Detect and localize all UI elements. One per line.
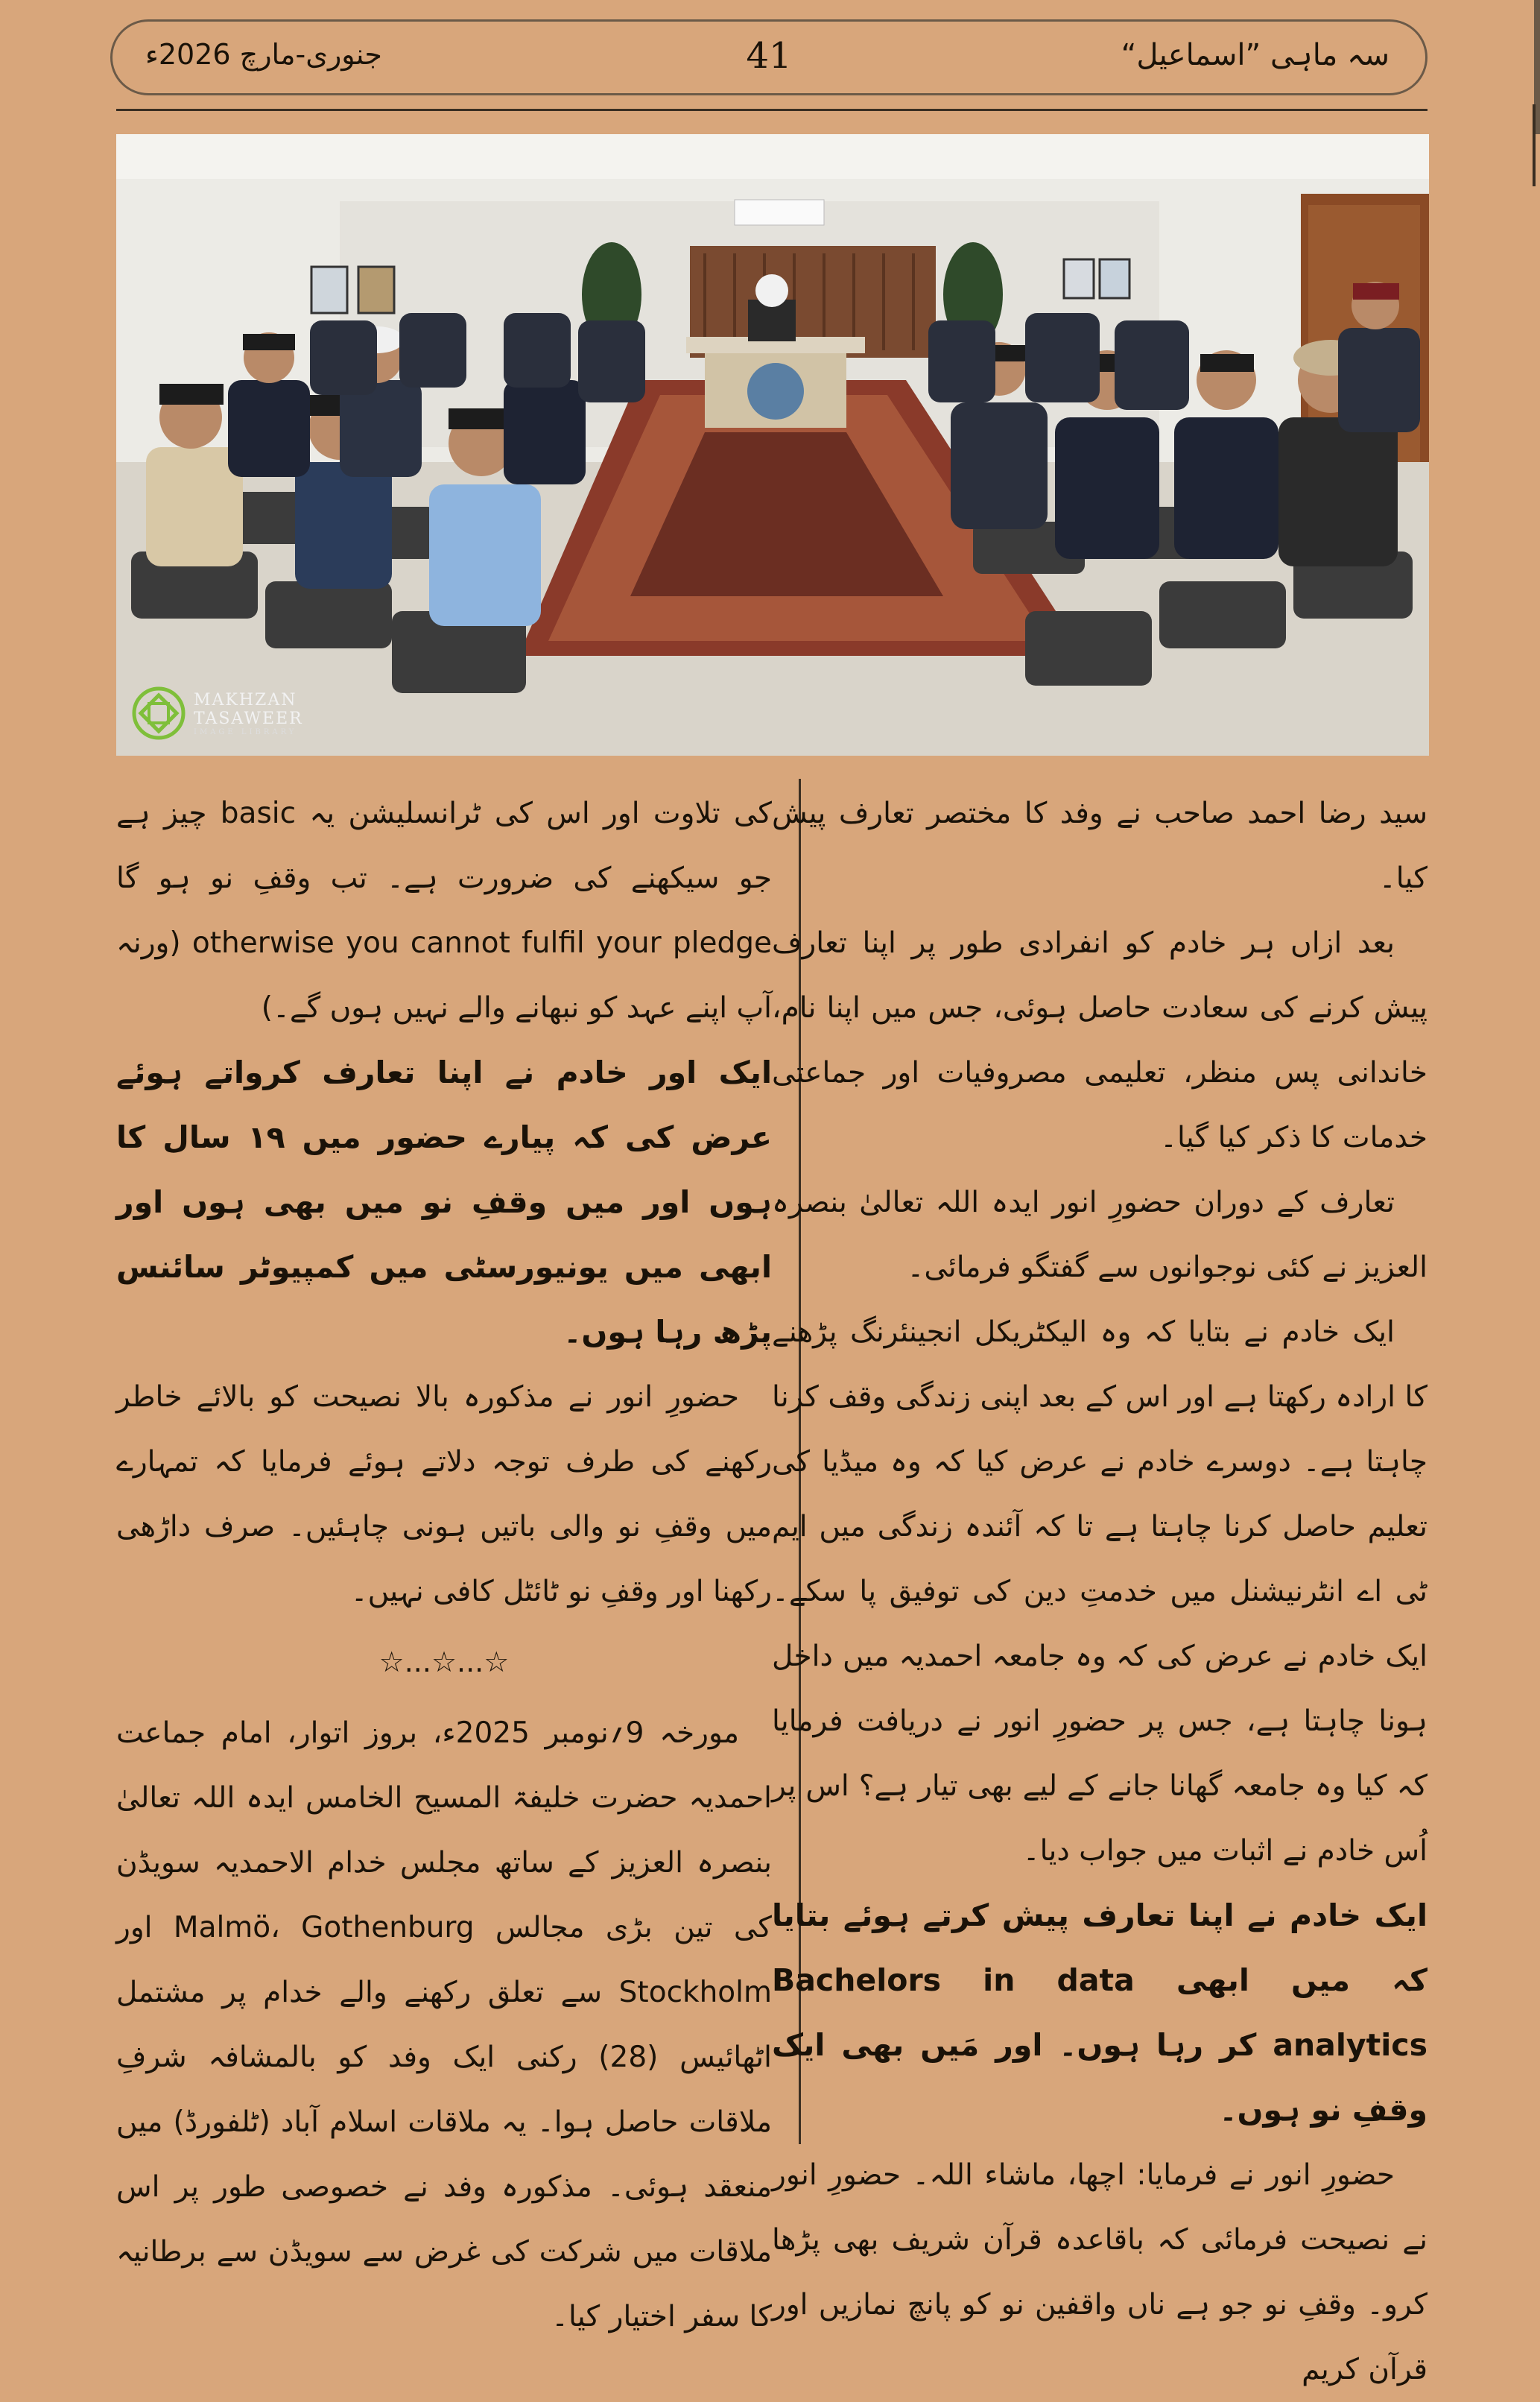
paragraph: کی تلاوت اور اس کی ٹرانسلیشن یہ basic چیز ہے جو سیکھنے کی ضرورت ہے۔ تب وقفِ نو ہو گا otherwise you cannot fulfil your pledge (ورنہ آپ اپنے عہد کو نبھانے والے نہیں ہوں گے۔) [116,797,772,1025]
paragraph: ایک خادم نے بتایا کہ وہ الیکٹریکل انجینئرنگ پڑھنے کا ارادہ رکھتا ہے اور اس کے بعد اپنی زندگی وقف کرنا چاہتا ہے۔ دوسرے خادم نے عرض کیا کہ وہ میڈیا کی تعلیم حاصل کرنا چاہتا ہے تا کہ آئندہ زندگی میں ایم ٹی اے انٹرنیشنل میں خدمتِ دین کی توفیق پا سکے۔ ایک خادم نے عرض کی کہ وہ جامعہ احمدیہ میں داخل ہونا چاہتا ہے، جس پر حضورِ انور نے دریافت فرمایا کہ کیا وہ جامعہ گھانا جانے کے لیے بھی تیار ہے؟ اس پر اُس خادم نے اثبات میں جواب دیا۔ [772,1315,1427,1868]
logo-text-line2: TASAWEER [194,709,303,728]
paragraph: حضورِ انور نے فرمایا: اچھا، ماشاء اللہ۔ حضورِ انور نے نصیحت فرمائی کہ باقاعدہ قرآن شریف بھی پڑھا کرو۔ وقفِ نو جو ہے ناں واقفین نو کو پانچ نمازیں اور قرآن کریم [772,2158,1427,2386]
page-header [110,19,1427,95]
bold-paragraph: ایک اور خادم نے اپنا تعارف کرواتے ہوئے عرض کی کہ پیارے حضور میں ۱۹ سال کا ہوں اور میں وقفِ نو میں بھی ہوں اور ابھی میں یونیورسٹی میں کمپیوٹر سائنس پڑھ رہا ہوں۔ [116,1055,772,1350]
journal-title: سہ ماہی ”اسماعیل“ [1121,38,1390,72]
meeting-photo-illustration [116,134,1429,756]
logo-text-line3: IMAGE LIBRARY [194,727,297,736]
bold-paragraph: ایک خادم نے اپنا تعارف پیش کرتے ہوئے بتایا کہ میں ابھی Bachelors in data analytics کر رہا ہوں۔ اور مَیں بھی ایک وقفِ نو ہوں۔ [772,1897,1427,2128]
section-separator-stars: ☆...☆...☆ [378,1646,510,1678]
page-number: 41 [746,35,792,77]
article-column-left [116,781,772,2333]
paragraph: سید رضا احمد صاحب نے وفد کا مختصر تعارف پیش کیا۔ [772,797,1427,895]
logo-text-line1: MAKHZAN [194,690,297,709]
issue-date: جنوری-مارچ 2026ء [145,38,382,71]
header-rule [116,109,1427,111]
page-edge-mark [1533,104,1536,186]
meeting-photo [116,134,1429,756]
paragraph: مورخہ 9؍نومبر 2025ء، بروز اتوار، امام جماعت احمدیہ حضرت خلیفۃ المسیح الخامس ایدہ اللہ تعالیٰ بنصرہ العزیز کے ساتھ مجلس خدام الاحمدیہ سویڈن کی تین بڑی مجالس Malmö، Gothenburg اور Stockholm سے تعلق رکھنے والے خدام پر مشتمل اٹھائیس (28) رکنی ایک وفد کو بالمشافہ شرفِ ملاقات حاصل ہوا۔ یہ ملاقات اسلام آباد (ٹلفورڈ) میں منعقد ہوئی۔ مذکورہ وفد نے خصوصی طور پر اس ملاقات میں شرکت کی غرض سے سویڈن سے برطانیہ کا سفر اختیار کیا۔ [116,1716,772,2333]
article-column-right [772,781,1427,2386]
image-library-logo [131,686,303,741]
paragraph: حضورِ انور نے مذکورہ بالا نصیحت کو بالائے خاطر رکھنے کی طرف توجہ دلاتے ہوئے فرمایا کہ تمہارے میں وقفِ نو والی باتیں ہونی چاہئیں۔ صرف داڑھی رکھنا اور وقفِ نو ٹائٹل کافی نہیں۔ [116,1380,772,1608]
logo-emblem-icon [131,686,186,741]
paragraph: تعارف کے دوران حضورِ انور ایدہ اللہ تعالیٰ بنصرہ العزیز نے کئی نوجوانوں سے گفتگو فرمائی۔ [772,1186,1427,1284]
paragraph: بعد ازاں ہر خادم کو انفرادی طور پر اپنا تعارف پیش کرنے کی سعادت حاصل ہوئی، جس میں اپنا نام، خاندانی پس منظر، تعلیمی مصروفیات اور جماعتی خدمات کا ذکر کیا گیا۔ [772,926,1427,1154]
